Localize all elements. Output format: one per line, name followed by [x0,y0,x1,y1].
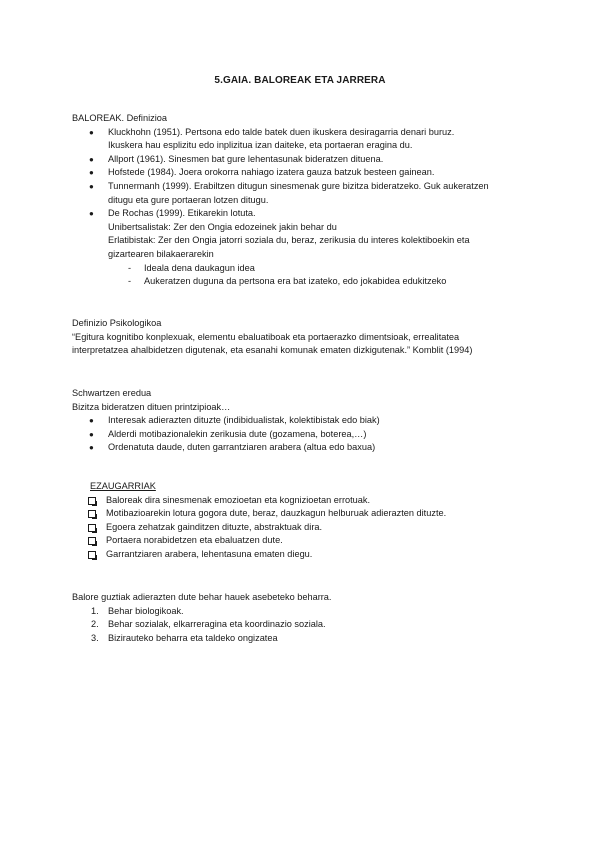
bullet-icon: ● [89,443,94,453]
sub-list-item: - Aukeratzen duguna da pertsona era bat izateko, edo jokabidea edukitzeko [72,275,542,289]
item-number: 2. [91,619,99,630]
checklist-item: Garrantziaren arabera, lehentasuna ematen diegu. [84,548,554,562]
bullet-icon: ● [89,416,94,426]
checklist-item: Egoera zehatzak gainditzen dituzte, abstraktuak dira. [84,521,554,535]
beharrak-section [72,591,542,645]
list-item: ● Allport (1961). Sinesmen bat gure lehentasunak bideratzen dituena. [72,153,542,167]
bullet-icon: ● [89,429,94,439]
bullet-icon: ● [89,181,94,191]
bullet-icon: ● [89,127,94,137]
checkbox-bullet-icon [88,497,96,505]
psiko-quote-line: “Egitura kognitibo konplexuak, elementu ebaluatiboak eta portaerazko dimentsioak, errealitatea [72,331,460,342]
dash-icon: - [128,276,132,287]
item-number: 3. [91,632,99,643]
checkbox-bullet-icon [88,510,96,518]
ezaugarriak-heading: EZAUGARRIAK [90,481,156,491]
item-number: 1. [91,605,99,616]
checklist-item: Baloreak dira sinesmenak emozioetan eta kognizioetan errotuak. [84,494,554,508]
checkbox-bullet-icon [88,551,96,559]
psiko-heading: Definizio Psikologikoa [72,318,162,328]
bullet-icon: ● [89,168,94,178]
psiko-section [72,317,542,358]
list-item: ● Tunnermanh (1999). Erabiltzen ditugun sinesmenak gure bizitza bideratzeko. Guk aukeratzen ditugu eta gure portaeran lotzen ditugu. [89,180,489,205]
list-item: ● Ordenatuta daude, duten garrantziaren arabera (altua edo baxua) [72,441,542,455]
sub-list-item: - Idealа dena daukagun idea [72,262,542,276]
checkbox-bullet-icon [88,537,96,545]
bullet-icon: ● [89,154,94,164]
schwartz-section [72,387,542,455]
ezaugarriak-section [84,480,554,562]
page-title: 5.GAIA. BALOREAK ETA JARRERA [214,75,386,86]
schwartz-intro: Bizitza bideratzen dituen printzipioak… [72,401,231,412]
schwartz-heading: Schwartzen eredua [72,388,152,398]
list-item: ● De Rochas (1999). Etikarekin lotuta. Unibertsalistak: Zer den Ongia edozeinek jakin behar du Erlatibistak: Zer den Ongia jatorri soziala du, beraz, zerikusia du interes kolektiboekin eta gizartearen bilakaerarekin [89,208,470,259]
list-item: ● Alderdi motibazionalekin zerikusia dute (gozamena, boterea,…) [72,428,542,442]
beharrak-intro: Balore guztiak adierazten dute behar hauek asebeteko beharra. [72,592,332,602]
checkbox-bullet-icon [88,524,96,532]
psiko-quote-line: interpretatzea ahalbidetzen digutenak, eta esanahi komunak ematen dizkigutenak.” Komblit (1994) [72,345,473,356]
checklist-item: Motibazioarekin lotura gogora dute, beraz, dauzkagun helburuak adierazten dituzte. [84,507,554,521]
checklist-item: Portaera norabidetzen eta ebaluatzen dute. [84,534,554,548]
list-item: ● Hofstede (1984). Joera orokorra nahiago izatera gauza batzuk besteen gainean. [72,166,542,180]
baloreak-heading: BALOREAK. Definizioa [72,113,167,123]
numbered-item: 2. Behar sozialak, elkarreragina eta koordinazio soziala. [72,618,542,632]
list-item: ● Kluckhohn (1951). Pertsona edo talde batek duen ikuskera desiragarria denari buruz. Ikuskera hau esplizitu edo inplizitua izan daiteke, eta portaeran eragina du. [89,126,455,151]
baloreak-section [72,112,542,289]
bullet-icon: ● [89,209,94,219]
numbered-item: 1. Behar biologikoak. [72,605,542,619]
list-item: ● Interesak adierazten dituzte (indibidualistak, kolektibistak edo biak) [72,414,542,428]
numbered-item: 3. Bizirauteko beharra eta taldeko ongizatea [72,632,542,646]
dash-icon: - [128,262,132,273]
